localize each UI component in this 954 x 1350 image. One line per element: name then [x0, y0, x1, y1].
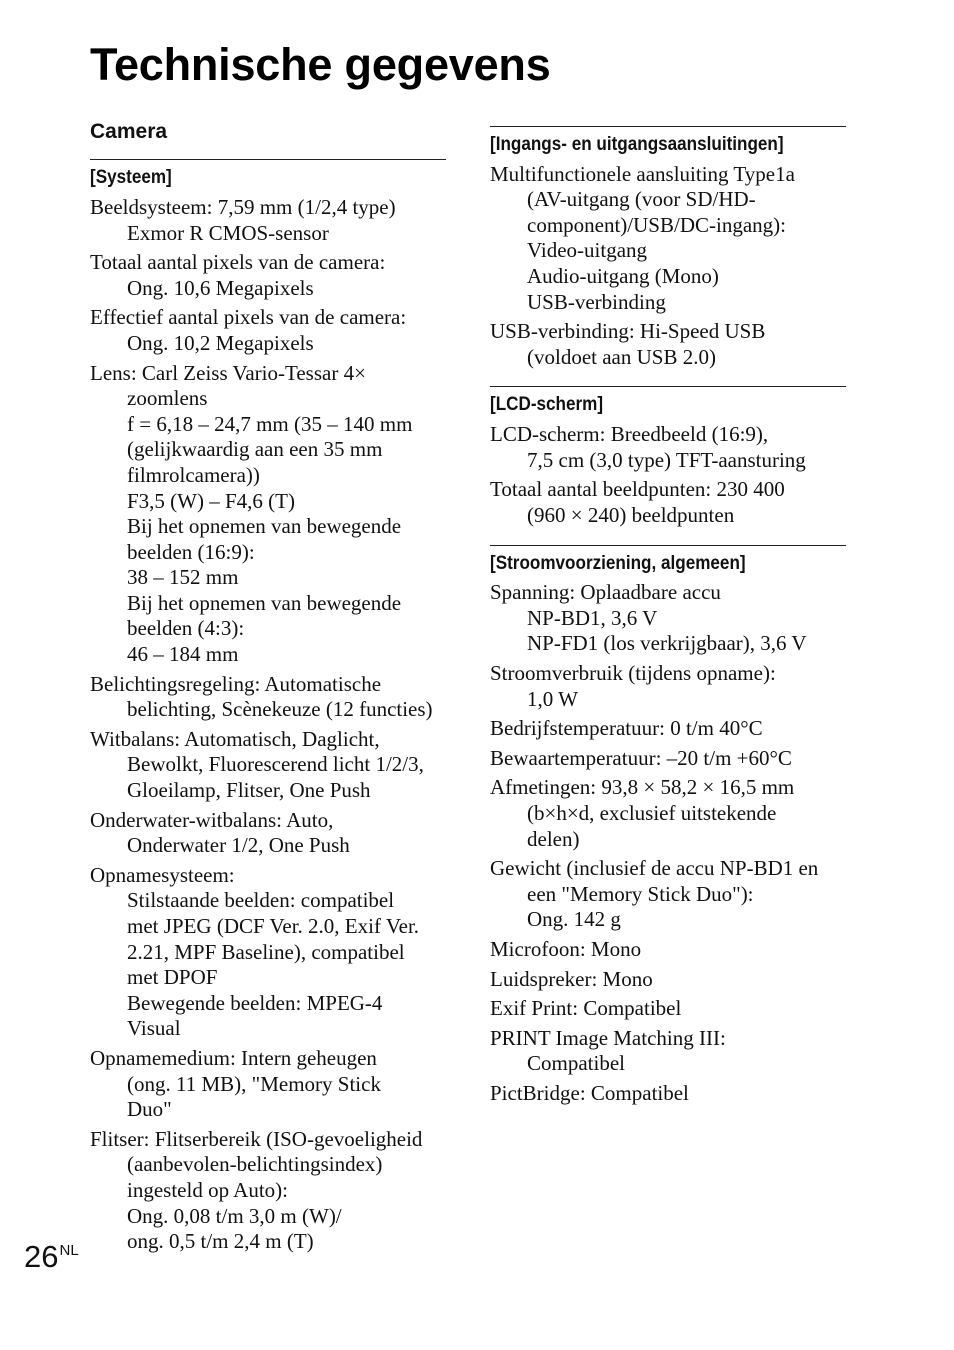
spec-entry	[490, 967, 846, 993]
spec-entry-line: (AV-uitgang (voor SD/HD-	[527, 187, 756, 212]
spec-entry-line: 2.21, MPF Baseline), compatibel	[127, 939, 405, 964]
spec-entry-label: Exif Print: Compatibel	[490, 996, 682, 1021]
spec-entry	[490, 319, 846, 370]
spec-entry-line: ingesteld op Auto):	[127, 1177, 288, 1202]
spec-entry-line: beelden (4:3):	[127, 616, 245, 641]
spec-section	[490, 126, 846, 370]
spec-entry-line: F3,5 (W) – F4,6 (T)	[127, 488, 295, 513]
spec-entry	[90, 863, 446, 1042]
spec-entry-line: f = 6,18 – 24,7 mm (35 – 140 mm	[127, 411, 413, 436]
spec-entry	[490, 996, 846, 1022]
right-sections	[490, 126, 846, 1106]
spec-entry	[90, 305, 446, 356]
spec-entry	[90, 727, 446, 804]
spec-entry-line: met DPOF	[127, 965, 218, 990]
spec-entry-line: NP-BD1, 3,6 V	[527, 605, 658, 630]
spec-entry-label: Belichtingsregeling: Automatische	[90, 671, 382, 696]
spec-entry-line: Audio-uitgang (Mono)	[527, 264, 719, 289]
spec-entry-line: Ong. 10,2 Megapixels	[127, 330, 314, 355]
spec-entry-line: belichting, Scènekeuze (12 functies)	[127, 697, 433, 722]
spec-entry-line: 1,0 W	[527, 686, 578, 711]
spec-entry-label: PRINT Image Matching III:	[490, 1025, 726, 1050]
spec-entry-line: met JPEG (DCF Ver. 2.0, Exif Ver.	[127, 914, 420, 939]
spec-entry-label: Bewaartemperatuur: –20 t/m +60°C	[490, 745, 792, 770]
section-divider	[490, 545, 846, 546]
spec-entry	[490, 937, 846, 963]
section-heading: [Stroomvoorziening, algemeen]	[490, 552, 746, 574]
spec-entry	[490, 1026, 846, 1077]
spec-entry-line: (aanbevolen-belichtingsindex)	[127, 1152, 383, 1177]
spec-entry-label: Beeldsysteem: 7,59 mm (1/2,4 type)	[90, 194, 396, 219]
spec-entry-line: filmrolcamera))	[127, 462, 260, 487]
spec-entry-label: Onderwater-witbalans: Auto,	[90, 807, 334, 832]
spec-entry-line: Stilstaande beelden: compatibel	[127, 888, 395, 913]
spec-entry-line: (ong. 11 MB), "Memory Stick	[127, 1071, 381, 1096]
spec-entry-line: beelden (16:9):	[127, 539, 255, 564]
spec-entry-label: Multifunctionele aansluiting Type1a	[490, 161, 795, 186]
spec-entry-line: delen)	[527, 826, 580, 851]
spec-entry	[90, 672, 446, 723]
spec-entry	[90, 1127, 446, 1255]
spec-entry	[490, 1081, 846, 1107]
spec-entry-line: ong. 0,5 t/m 2,4 m (T)	[127, 1229, 314, 1254]
spec-entry	[90, 195, 446, 246]
spec-entry-label: Opnamemedium: Intern geheugen	[90, 1045, 377, 1070]
spec-entry-line: Ong. 0,08 t/m 3,0 m (W)/	[127, 1203, 342, 1228]
spec-entry	[90, 1046, 446, 1123]
page-number-value: 26	[24, 1239, 59, 1274]
camera-heading: Camera	[90, 120, 168, 143]
spec-entry	[90, 808, 446, 859]
spec-entry-label: Opnamesysteem:	[90, 862, 235, 887]
spec-entry-line: Bewolkt, Fluorescerend licht 1/2/3,	[127, 752, 424, 777]
spec-entry-line: (b×h×d, exclusief uitstekende	[527, 800, 777, 825]
left-column	[90, 118, 446, 1271]
spec-entry-line: (960 × 240) beeldpunten	[527, 502, 735, 527]
spec-entry-label: PictBridge: Compatibel	[490, 1080, 689, 1105]
spec-entry-line: USB-verbinding	[527, 289, 666, 314]
page-title: Technische gegevens	[90, 39, 551, 90]
spec-entry	[490, 580, 846, 657]
spec-entry-label: Totaal aantal beeldpunten: 230 400	[490, 477, 785, 502]
spec-entry-line: zoomlens	[127, 386, 208, 411]
spec-entry-line: Duo"	[127, 1097, 172, 1122]
spec-entry	[490, 477, 846, 528]
section-heading: [Ingangs- en uitgangsaansluitingen]	[490, 134, 784, 155]
spec-entry-line: Compatibel	[527, 1051, 625, 1076]
right-column	[490, 126, 846, 1122]
spec-entry-line: Bij het opnemen van bewegende	[127, 590, 402, 615]
spec-section	[490, 386, 846, 528]
spec-entry	[490, 162, 846, 316]
spec-entry-line: Gloeilamp, Flitser, One Push	[127, 778, 371, 803]
spec-entry-label: Afmetingen: 93,8 × 58,2 × 16,5 mm	[490, 775, 795, 800]
spec-entry-line: Bewegende beelden: MPEG-4	[127, 990, 383, 1015]
spec-entry-line: Exmor R CMOS-sensor	[127, 220, 329, 245]
spec-entry-line: Onderwater 1/2, One Push	[127, 833, 350, 858]
spec-entry-line: Video-uitgang	[527, 238, 648, 263]
section-divider	[90, 159, 446, 160]
section-heading: [LCD-scherm]	[490, 394, 604, 416]
spec-entry-label: Bedrijfstemperatuur: 0 t/m 40°C	[490, 716, 763, 741]
spec-entry-line: NP-FD1 (los verkrijgbaar), 3,6 V	[527, 631, 807, 656]
spec-entry-label: Lens: Carl Zeiss Vario-Tessar 4×	[90, 360, 366, 385]
spec-entry-line: 38 – 152 mm	[127, 565, 239, 590]
spec-entry-label: USB-verbinding: Hi-Speed USB	[490, 319, 766, 344]
spec-entry-label: Flitser: Flitserbereik (ISO-gevoeligheid	[90, 1126, 423, 1151]
page-language: NL	[59, 1242, 79, 1259]
section-heading: [Systeem]	[90, 167, 172, 189]
spec-entry	[490, 661, 846, 712]
spec-entry-label: Witbalans: Automatisch, Daglicht,	[90, 726, 380, 751]
spec-entry-line: 46 – 184 mm	[127, 642, 239, 667]
spec-entry-label: Luidspreker: Mono	[490, 966, 653, 991]
spec-entry-line: Ong. 10,6 Megapixels	[127, 275, 314, 300]
spec-entry	[90, 361, 446, 668]
spec-section	[90, 159, 446, 1254]
spec-entry-label: Totaal aantal pixels van de camera:	[90, 250, 386, 275]
section-divider	[490, 126, 846, 127]
spec-entry-line: een "Memory Stick Duo"):	[527, 881, 754, 906]
spec-entry	[490, 775, 846, 852]
spec-entry-line: Visual	[127, 1016, 181, 1041]
spec-entry-label: LCD-scherm: Breedbeeld (16:9),	[490, 422, 769, 447]
spec-entry-label: Effectief aantal pixels van de camera:	[90, 305, 407, 330]
spec-entry-label: Stroomverbruik (tijdens opname):	[490, 660, 776, 685]
spec-entry-label: Spanning: Oplaadbare accu	[490, 580, 721, 605]
spec-entry-label: Gewicht (inclusief de accu NP-BD1 en	[490, 856, 819, 881]
spec-entry-line: component)/USB/DC-ingang):	[527, 212, 786, 237]
spec-entry-line: Ong. 142 g	[527, 907, 621, 932]
spec-entry-line: (gelijkwaardig aan een 35 mm	[127, 437, 383, 462]
spec-entry	[490, 716, 846, 742]
spec-entry-line: Bij het opnemen van bewegende	[127, 514, 402, 539]
spec-entry	[490, 856, 846, 933]
spec-entry-line: (voldoet aan USB 2.0)	[527, 344, 716, 369]
spec-entry	[490, 746, 846, 772]
spec-section	[490, 545, 846, 1107]
spec-entry-label: Microfoon: Mono	[490, 936, 642, 961]
left-sections	[90, 159, 446, 1254]
page-number	[24, 1238, 79, 1275]
spec-entry-line: 7,5 cm (3,0 type) TFT-aansturing	[527, 447, 806, 472]
spec-entry	[90, 250, 446, 301]
section-divider	[490, 386, 846, 387]
spec-entry	[490, 422, 846, 473]
